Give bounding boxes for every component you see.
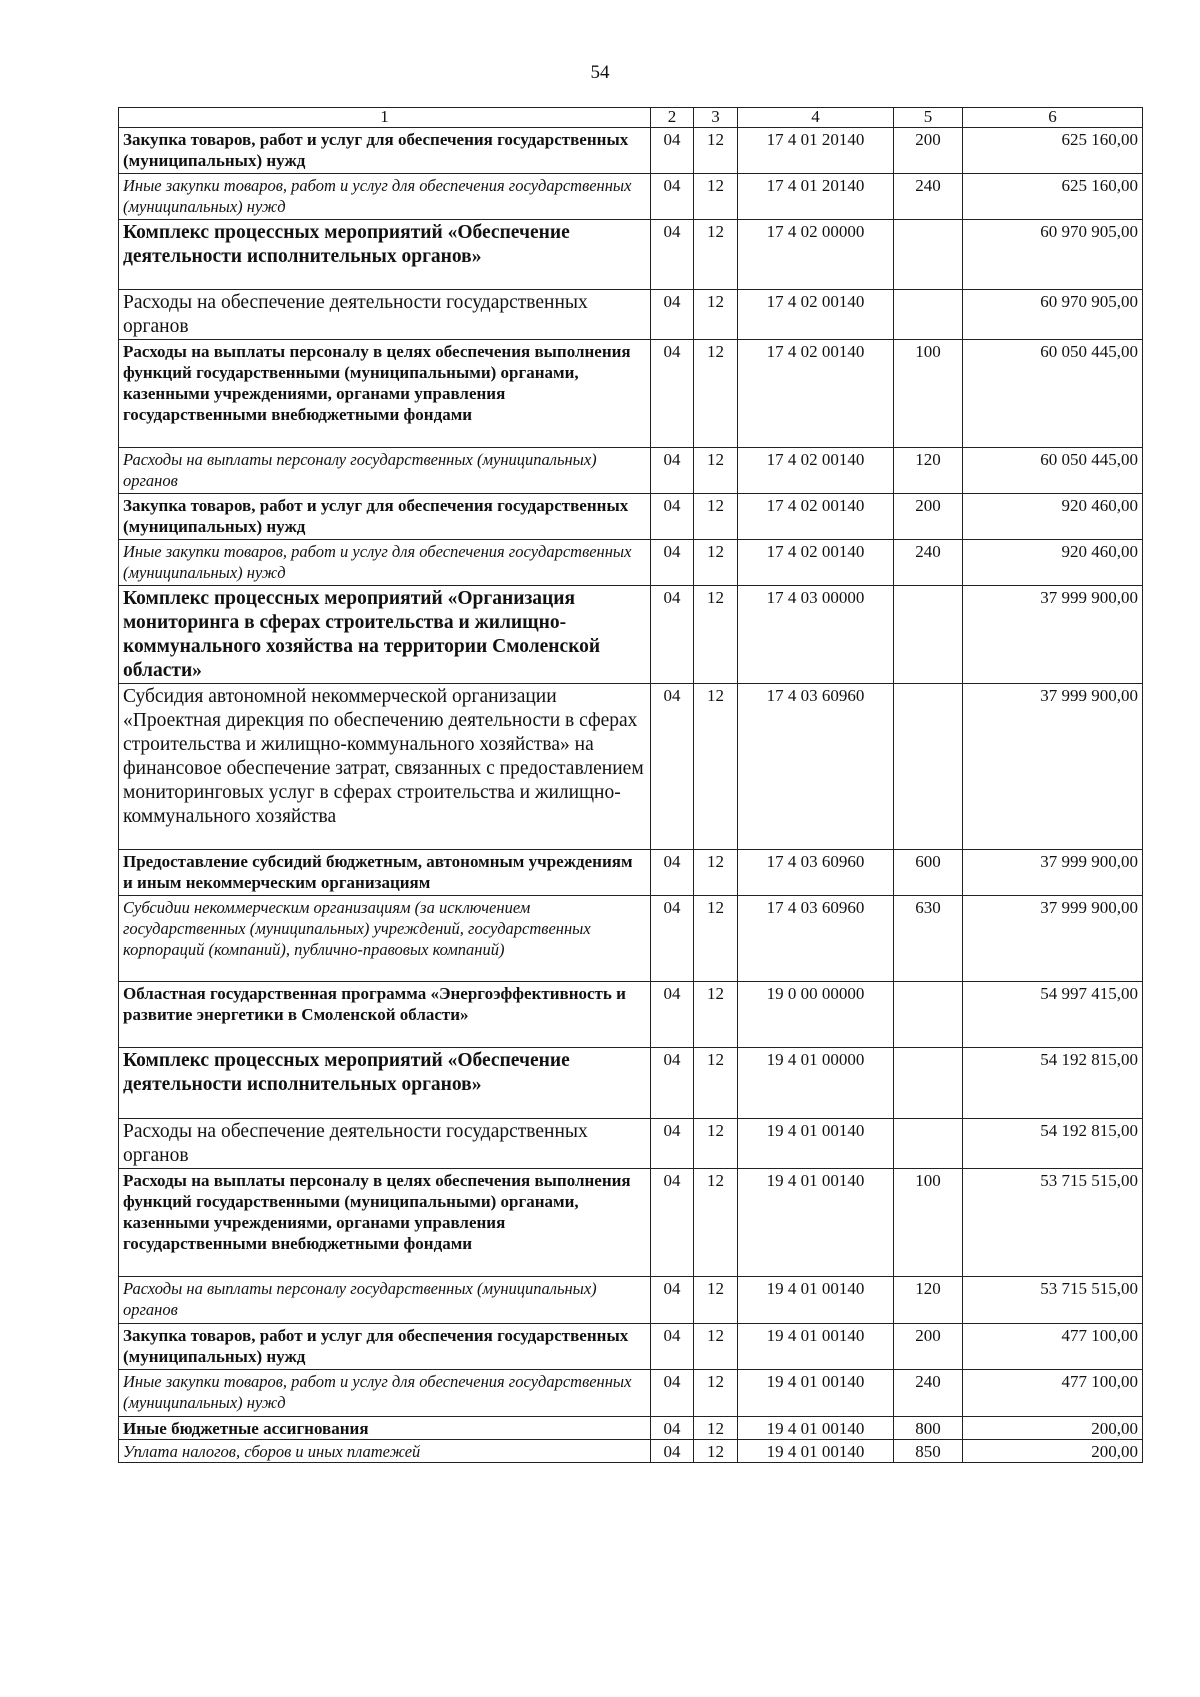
row-name: Областная государственная программа «Энергоэффективность и развитие энергетики в Смоленской области» bbox=[119, 982, 651, 1048]
table-row bbox=[119, 540, 1143, 586]
row-section: 04 bbox=[651, 982, 694, 1048]
table-row bbox=[119, 896, 1143, 982]
row-name: Уплата налогов, сборов и иных платежей bbox=[119, 1440, 651, 1463]
row-name: Комплекс процессных мероприятий «Обеспечение деятельности исполнительных органов» bbox=[119, 220, 651, 290]
row-section: 04 bbox=[651, 1048, 694, 1119]
row-subsection: 12 bbox=[694, 220, 738, 290]
row-name: Комплекс процессных мероприятий «Организация мониторинга в сферах строительства и жилищно-коммунального хозяйства на территории Смоленской области» bbox=[119, 586, 651, 684]
row-subsection: 12 bbox=[694, 982, 738, 1048]
row-name: Иные закупки товаров, работ и услуг для обеспечения государственных (муниципальных) нужд bbox=[119, 174, 651, 220]
row-expense-type: 200 bbox=[894, 1324, 963, 1370]
row-expense-type: 100 bbox=[894, 1169, 963, 1277]
row-section: 04 bbox=[651, 1324, 694, 1370]
header-col-1: 1 bbox=[119, 108, 651, 128]
table-row bbox=[119, 174, 1143, 220]
row-target-code: 17 4 03 00000 bbox=[738, 586, 894, 684]
row-subsection: 12 bbox=[694, 1169, 738, 1277]
row-target-code: 17 4 02 00140 bbox=[738, 290, 894, 340]
row-subsection: 12 bbox=[694, 586, 738, 684]
row-target-code: 17 4 02 00140 bbox=[738, 494, 894, 540]
row-section: 04 bbox=[651, 1169, 694, 1277]
row-section: 04 bbox=[651, 896, 694, 982]
row-section: 04 bbox=[651, 448, 694, 494]
row-expense-type: 200 bbox=[894, 494, 963, 540]
row-subsection: 12 bbox=[694, 1440, 738, 1463]
row-section: 04 bbox=[651, 128, 694, 174]
row-expense-type bbox=[894, 1048, 963, 1119]
row-section: 04 bbox=[651, 850, 694, 896]
table-row bbox=[119, 220, 1143, 290]
row-target-code: 19 4 01 00140 bbox=[738, 1169, 894, 1277]
row-target-code: 17 4 02 00140 bbox=[738, 340, 894, 448]
row-name: Расходы на выплаты персоналу государственных (муниципальных) органов bbox=[119, 1277, 651, 1324]
row-name: Иные бюджетные ассигнования bbox=[119, 1417, 651, 1440]
row-target-code: 17 4 01 20140 bbox=[738, 128, 894, 174]
table-row bbox=[119, 1370, 1143, 1417]
row-subsection: 12 bbox=[694, 494, 738, 540]
table-row bbox=[119, 290, 1143, 340]
row-name: Расходы на обеспечение деятельности государственных органов bbox=[119, 1119, 651, 1169]
row-section: 04 bbox=[651, 494, 694, 540]
row-subsection: 12 bbox=[694, 1417, 738, 1440]
row-amount: 60 050 445,00 bbox=[963, 448, 1143, 494]
row-amount: 625 160,00 bbox=[963, 128, 1143, 174]
row-expense-type bbox=[894, 982, 963, 1048]
row-amount: 53 715 515,00 bbox=[963, 1169, 1143, 1277]
table-body bbox=[119, 128, 1143, 1463]
row-amount: 920 460,00 bbox=[963, 494, 1143, 540]
table-row bbox=[119, 982, 1143, 1048]
header-row bbox=[119, 108, 1143, 128]
row-subsection: 12 bbox=[694, 290, 738, 340]
header-col-3: 3 bbox=[694, 108, 738, 128]
row-subsection: 12 bbox=[694, 174, 738, 220]
table-row bbox=[119, 684, 1143, 850]
table-row bbox=[119, 1277, 1143, 1324]
table-row bbox=[119, 340, 1143, 448]
row-expense-type: 120 bbox=[894, 1277, 963, 1324]
row-name: Предоставление субсидий бюджетным, автономным учреждениям и иным некоммерческим организациям bbox=[119, 850, 651, 896]
row-target-code: 19 0 00 00000 bbox=[738, 982, 894, 1048]
row-expense-type bbox=[894, 290, 963, 340]
row-name: Закупка товаров, работ и услуг для обеспечения государственных (муниципальных) нужд bbox=[119, 128, 651, 174]
row-target-code: 17 4 03 60960 bbox=[738, 850, 894, 896]
row-target-code: 17 4 03 60960 bbox=[738, 684, 894, 850]
row-amount: 60 970 905,00 bbox=[963, 290, 1143, 340]
row-amount: 625 160,00 bbox=[963, 174, 1143, 220]
row-expense-type: 600 bbox=[894, 850, 963, 896]
row-expense-type: 800 bbox=[894, 1417, 963, 1440]
row-target-code: 19 4 01 00140 bbox=[738, 1277, 894, 1324]
row-subsection: 12 bbox=[694, 540, 738, 586]
row-amount: 200,00 bbox=[963, 1417, 1143, 1440]
row-name: Расходы на обеспечение деятельности государственных органов bbox=[119, 290, 651, 340]
table-row bbox=[119, 1440, 1143, 1463]
row-target-code: 17 4 02 00000 bbox=[738, 220, 894, 290]
row-name: Субсидия автономной некоммерческой организации «Проектная дирекция по обеспечению деятельности в сферах строительства и жилищно-коммунального хозяйства» на финансовое обеспечение затрат, связанных с предоставлением мониторинговых услуг в сферах строительства и жилищно-коммунального хозяйства bbox=[119, 684, 651, 850]
row-subsection: 12 bbox=[694, 448, 738, 494]
row-amount: 37 999 900,00 bbox=[963, 850, 1143, 896]
header-col-6: 6 bbox=[963, 108, 1143, 128]
row-expense-type: 240 bbox=[894, 540, 963, 586]
row-name: Иные закупки товаров, работ и услуг для обеспечения государственных (муниципальных) нужд bbox=[119, 540, 651, 586]
table-row bbox=[119, 586, 1143, 684]
table-row bbox=[119, 1417, 1143, 1440]
row-name: Расходы на выплаты персоналу государственных (муниципальных) органов bbox=[119, 448, 651, 494]
row-section: 04 bbox=[651, 1370, 694, 1417]
row-target-code: 19 4 01 00000 bbox=[738, 1048, 894, 1119]
row-expense-type bbox=[894, 220, 963, 290]
row-amount: 37 999 900,00 bbox=[963, 896, 1143, 982]
table-row bbox=[119, 1324, 1143, 1370]
row-amount: 200,00 bbox=[963, 1440, 1143, 1463]
row-expense-type: 100 bbox=[894, 340, 963, 448]
row-target-code: 17 4 01 20140 bbox=[738, 174, 894, 220]
row-amount: 54 192 815,00 bbox=[963, 1048, 1143, 1119]
table-row bbox=[119, 494, 1143, 540]
row-expense-type bbox=[894, 1119, 963, 1169]
row-subsection: 12 bbox=[694, 1370, 738, 1417]
row-name: Закупка товаров, работ и услуг для обеспечения государственных (муниципальных) нужд bbox=[119, 494, 651, 540]
row-target-code: 17 4 02 00140 bbox=[738, 540, 894, 586]
row-section: 04 bbox=[651, 290, 694, 340]
row-subsection: 12 bbox=[694, 896, 738, 982]
row-section: 04 bbox=[651, 340, 694, 448]
row-name: Комплекс процессных мероприятий «Обеспечение деятельности исполнительных органов» bbox=[119, 1048, 651, 1119]
table-row bbox=[119, 1048, 1143, 1119]
row-amount: 60 050 445,00 bbox=[963, 340, 1143, 448]
row-subsection: 12 bbox=[694, 1048, 738, 1119]
row-target-code: 19 4 01 00140 bbox=[738, 1324, 894, 1370]
row-name: Расходы на выплаты персоналу в целях обеспечения выполнения функций государственными (муниципальными) органами, казенными учреждениями, органами управления государственными внебюджетными фондами bbox=[119, 340, 651, 448]
row-section: 04 bbox=[651, 174, 694, 220]
row-subsection: 12 bbox=[694, 1324, 738, 1370]
row-section: 04 bbox=[651, 220, 694, 290]
row-name: Иные закупки товаров, работ и услуг для обеспечения государственных (муниципальных) нужд bbox=[119, 1370, 651, 1417]
row-target-code: 19 4 01 00140 bbox=[738, 1119, 894, 1169]
row-subsection: 12 bbox=[694, 340, 738, 448]
row-amount: 54 997 415,00 bbox=[963, 982, 1143, 1048]
row-expense-type bbox=[894, 586, 963, 684]
row-amount: 53 715 515,00 bbox=[963, 1277, 1143, 1324]
row-amount: 920 460,00 bbox=[963, 540, 1143, 586]
row-expense-type: 240 bbox=[894, 174, 963, 220]
row-amount: 477 100,00 bbox=[963, 1370, 1143, 1417]
row-section: 04 bbox=[651, 1417, 694, 1440]
row-subsection: 12 bbox=[694, 1119, 738, 1169]
table-row bbox=[119, 128, 1143, 174]
row-expense-type: 630 bbox=[894, 896, 963, 982]
row-section: 04 bbox=[651, 586, 694, 684]
row-section: 04 bbox=[651, 540, 694, 586]
header-col-2: 2 bbox=[651, 108, 694, 128]
row-section: 04 bbox=[651, 1119, 694, 1169]
row-subsection: 12 bbox=[694, 128, 738, 174]
row-name: Расходы на выплаты персоналу в целях обеспечения выполнения функций государственными (муниципальными) органами, казенными учреждениями, органами управления государственными внебюджетными фондами bbox=[119, 1169, 651, 1277]
row-name: Субсидии некоммерческим организациям (за исключением государственных (муниципальных) учреждений, государственных корпораций (компаний), публично-правовых компаний) bbox=[119, 896, 651, 982]
row-section: 04 bbox=[651, 684, 694, 850]
row-name: Закупка товаров, работ и услуг для обеспечения государственных (муниципальных) нужд bbox=[119, 1324, 651, 1370]
row-expense-type: 120 bbox=[894, 448, 963, 494]
budget-table bbox=[118, 107, 1143, 1463]
row-section: 04 bbox=[651, 1440, 694, 1463]
row-target-code: 19 4 01 00140 bbox=[738, 1370, 894, 1417]
row-expense-type: 200 bbox=[894, 128, 963, 174]
row-subsection: 12 bbox=[694, 850, 738, 896]
page-number: 54 bbox=[590, 62, 610, 83]
row-target-code: 17 4 03 60960 bbox=[738, 896, 894, 982]
row-target-code: 17 4 02 00140 bbox=[738, 448, 894, 494]
table-row bbox=[119, 850, 1143, 896]
table-row bbox=[119, 1169, 1143, 1277]
row-amount: 37 999 900,00 bbox=[963, 684, 1143, 850]
row-expense-type: 850 bbox=[894, 1440, 963, 1463]
row-amount: 477 100,00 bbox=[963, 1324, 1143, 1370]
row-expense-type bbox=[894, 684, 963, 850]
row-section: 04 bbox=[651, 1277, 694, 1324]
row-amount: 54 192 815,00 bbox=[963, 1119, 1143, 1169]
row-amount: 60 970 905,00 bbox=[963, 220, 1143, 290]
row-subsection: 12 bbox=[694, 684, 738, 850]
row-target-code: 19 4 01 00140 bbox=[738, 1440, 894, 1463]
table-row bbox=[119, 1119, 1143, 1169]
row-target-code: 19 4 01 00140 bbox=[738, 1417, 894, 1440]
header-col-4: 4 bbox=[738, 108, 894, 128]
row-amount: 37 999 900,00 bbox=[963, 586, 1143, 684]
table-row bbox=[119, 448, 1143, 494]
row-subsection: 12 bbox=[694, 1277, 738, 1324]
header-col-5: 5 bbox=[894, 108, 963, 128]
row-expense-type: 240 bbox=[894, 1370, 963, 1417]
